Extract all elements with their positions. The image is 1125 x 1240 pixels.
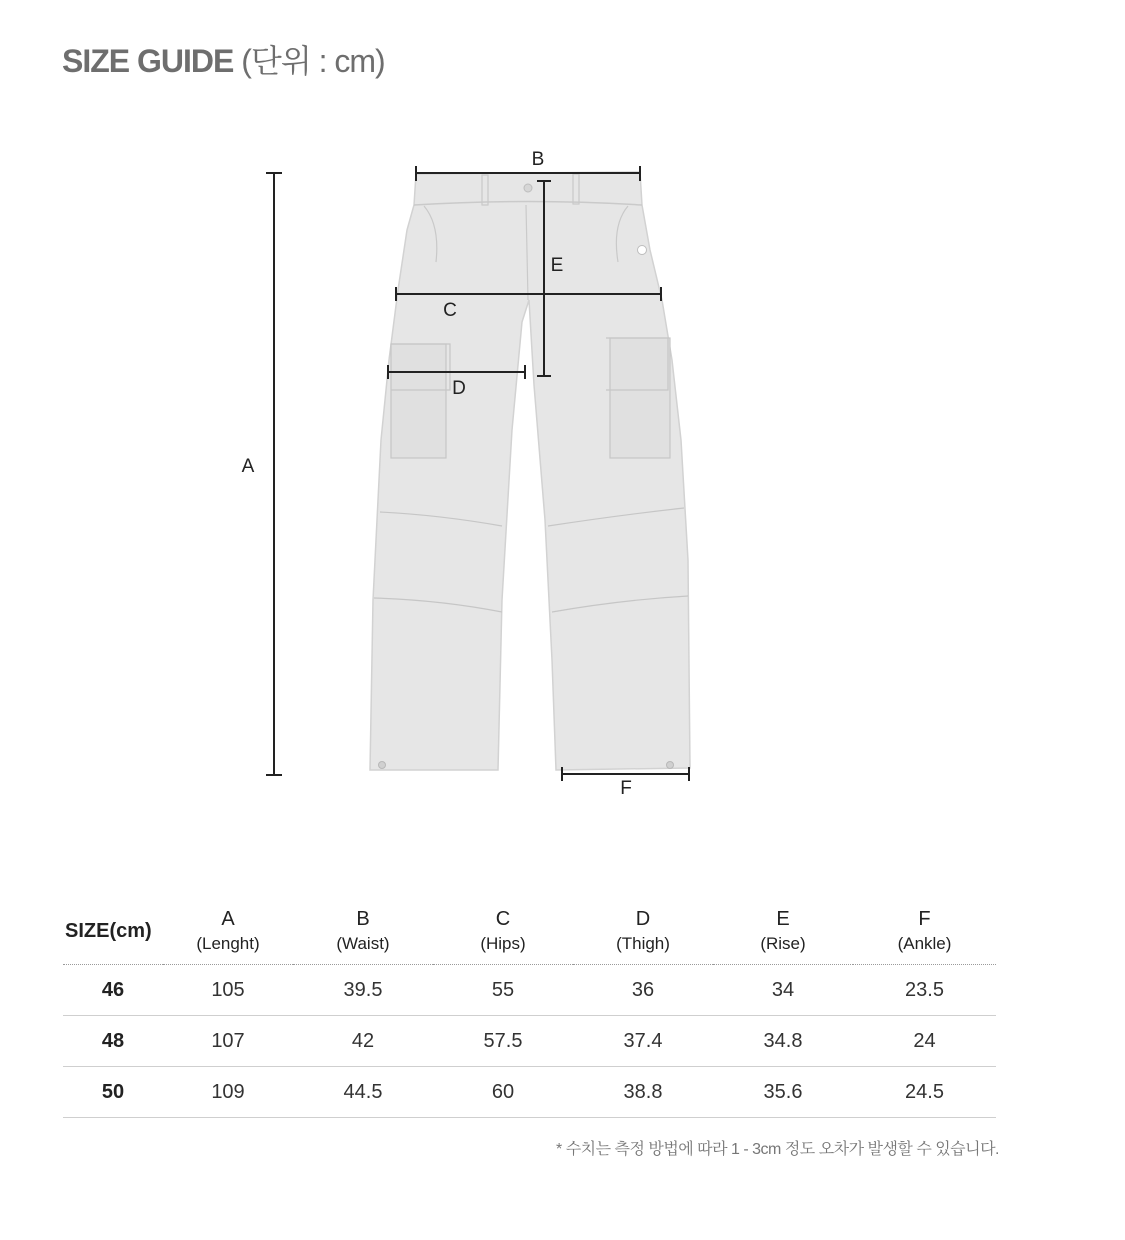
column-word: (Hips) <box>480 934 526 953</box>
value-cell: 38.8 <box>573 1067 713 1118</box>
table-row <box>63 1016 996 1067</box>
title-main: SIZE GUIDE <box>62 43 234 79</box>
label-d: D <box>452 378 466 399</box>
value-cell: 23.5 <box>853 965 996 1016</box>
size-cell: 48 <box>63 1016 163 1067</box>
value-cell: 105 <box>163 965 293 1016</box>
table-header-row <box>63 898 996 965</box>
value-cell: 34 <box>713 965 853 1016</box>
value-cell: 36 <box>573 965 713 1016</box>
label-f: F <box>620 778 632 799</box>
column-header-c <box>433 898 573 965</box>
column-word: (Rise) <box>760 934 806 953</box>
value-cell: 60 <box>433 1067 573 1118</box>
column-header-e <box>713 898 853 965</box>
column-header-f <box>853 898 996 965</box>
hem-snap-right <box>667 762 674 769</box>
column-header-d <box>573 898 713 965</box>
column-letter: E <box>776 908 790 930</box>
value-cell: 42 <box>293 1016 433 1067</box>
column-word: (Waist) <box>336 934 390 953</box>
value-cell: 107 <box>163 1016 293 1067</box>
size-cell: 50 <box>63 1067 163 1118</box>
value-cell: 34.8 <box>713 1016 853 1067</box>
value-cell: 55 <box>433 965 573 1016</box>
label-a: A <box>241 456 255 477</box>
value-cell: 35.6 <box>713 1067 853 1118</box>
waist-button <box>524 184 532 192</box>
value-cell: 24 <box>853 1016 996 1067</box>
measurement-note: * 수치는 측정 방법에 따라 1 - 3cm 정도 오차가 발생할 수 있습니다. <box>556 1141 999 1158</box>
table-row <box>63 1067 996 1118</box>
size-column-header: SIZE(cm) <box>63 898 163 965</box>
column-word: (Ankle) <box>897 934 952 953</box>
column-letter: C <box>495 908 511 930</box>
column-header-b <box>293 898 433 965</box>
pants-body <box>370 172 690 770</box>
column-word: (Lenght) <box>196 934 260 953</box>
column-letter: F <box>918 908 931 930</box>
value-cell: 37.4 <box>573 1016 713 1067</box>
column-letter: B <box>356 908 370 930</box>
cargo-pocket-left <box>391 344 446 458</box>
column-letter: D <box>635 908 651 930</box>
value-cell: 57.5 <box>433 1016 573 1067</box>
label-e: E <box>550 255 564 276</box>
column-word: (Thigh) <box>616 934 670 953</box>
size-table <box>63 898 996 1118</box>
value-cell: 24.5 <box>853 1067 996 1118</box>
column-header-a <box>163 898 293 965</box>
value-cell: 109 <box>163 1067 293 1118</box>
logo-patch <box>638 246 647 255</box>
size-cell: 46 <box>63 965 163 1016</box>
table-row <box>63 965 996 1016</box>
value-cell: 44.5 <box>293 1067 433 1118</box>
hem-snap-left <box>379 762 386 769</box>
value-cell: 39.5 <box>293 965 433 1016</box>
label-c: C <box>443 300 457 321</box>
column-letter: A <box>221 908 235 930</box>
pants-illustration <box>370 172 690 770</box>
cargo-pocket-right <box>610 338 670 458</box>
title-unit: (단위 : cm) <box>241 43 385 79</box>
label-b: B <box>531 149 545 170</box>
